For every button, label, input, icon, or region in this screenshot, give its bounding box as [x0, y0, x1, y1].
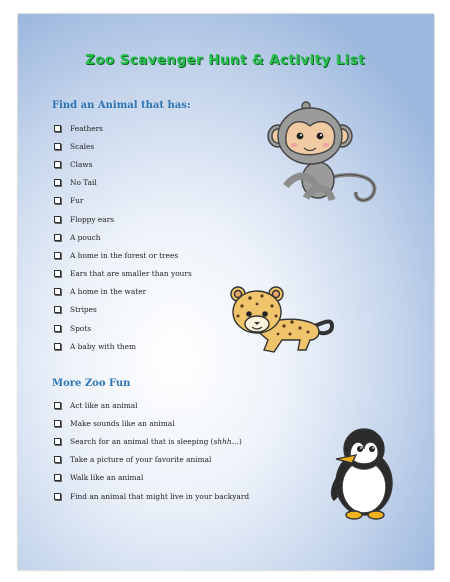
monkey-illustration — [266, 100, 382, 210]
list-item[interactable]: No Tail — [54, 174, 192, 192]
list-item[interactable]: Ears that are smaller than yours — [54, 265, 192, 283]
checkbox-icon[interactable] — [54, 343, 61, 350]
list-item[interactable]: A home in the water — [54, 283, 192, 301]
cheetah-illustration — [228, 282, 340, 358]
checkbox-icon[interactable] — [54, 306, 61, 313]
checkbox-icon[interactable] — [54, 216, 61, 223]
checkbox-icon[interactable] — [54, 474, 61, 481]
list-item[interactable]: Floppy ears — [54, 210, 192, 228]
list-item[interactable]: Walk like an animal — [54, 469, 249, 487]
checkbox-icon[interactable] — [54, 125, 61, 132]
checkbox-icon[interactable] — [54, 493, 61, 500]
checkbox-icon[interactable] — [54, 438, 61, 445]
section-heading-more-zoo-fun: More Zoo Fun — [52, 378, 131, 389]
checkbox-icon[interactable] — [54, 143, 61, 150]
checkbox-icon[interactable] — [54, 456, 61, 463]
checkbox-icon[interactable] — [54, 288, 61, 295]
list-item[interactable]: Claws — [54, 155, 192, 173]
list-item[interactable]: Search for an animal that is sleeping ( shhh… ) — [54, 432, 249, 450]
checkbox-icon[interactable] — [54, 161, 61, 168]
list-item[interactable]: Stripes — [54, 301, 192, 319]
animal-checklist — [54, 119, 192, 355]
list-item[interactable]: A pouch — [54, 228, 192, 246]
page-title: Zoo Scavenger Hunt & Activity List — [85, 52, 365, 68]
checkbox-icon[interactable] — [54, 402, 61, 409]
list-item[interactable]: A home in the forest or trees — [54, 246, 192, 264]
section-heading-find-animal: Find an Animal that has: — [52, 100, 191, 111]
list-item[interactable]: Find an animal that might live in your backyard — [54, 487, 249, 505]
penguin-illustration — [330, 425, 400, 521]
checkbox-icon[interactable] — [54, 420, 61, 427]
list-item[interactable]: Feathers — [54, 119, 192, 137]
checkbox-icon[interactable] — [54, 270, 61, 277]
list-item[interactable]: A baby with them — [54, 337, 192, 355]
checkbox-icon[interactable] — [54, 197, 61, 204]
list-item[interactable]: Fur — [54, 192, 192, 210]
list-item[interactable]: Make sounds like an animal — [54, 414, 249, 432]
list-item[interactable]: Act like an animal — [54, 396, 249, 414]
checkbox-icon[interactable] — [54, 325, 61, 332]
checkbox-icon[interactable] — [54, 234, 61, 241]
checkbox-icon[interactable] — [54, 179, 61, 186]
list-item[interactable]: Spots — [54, 319, 192, 337]
list-item[interactable]: Scales — [54, 137, 192, 155]
activity-checklist — [54, 396, 249, 505]
checkbox-icon[interactable] — [54, 252, 61, 259]
list-item[interactable]: Take a picture of your favorite animal — [54, 451, 249, 469]
